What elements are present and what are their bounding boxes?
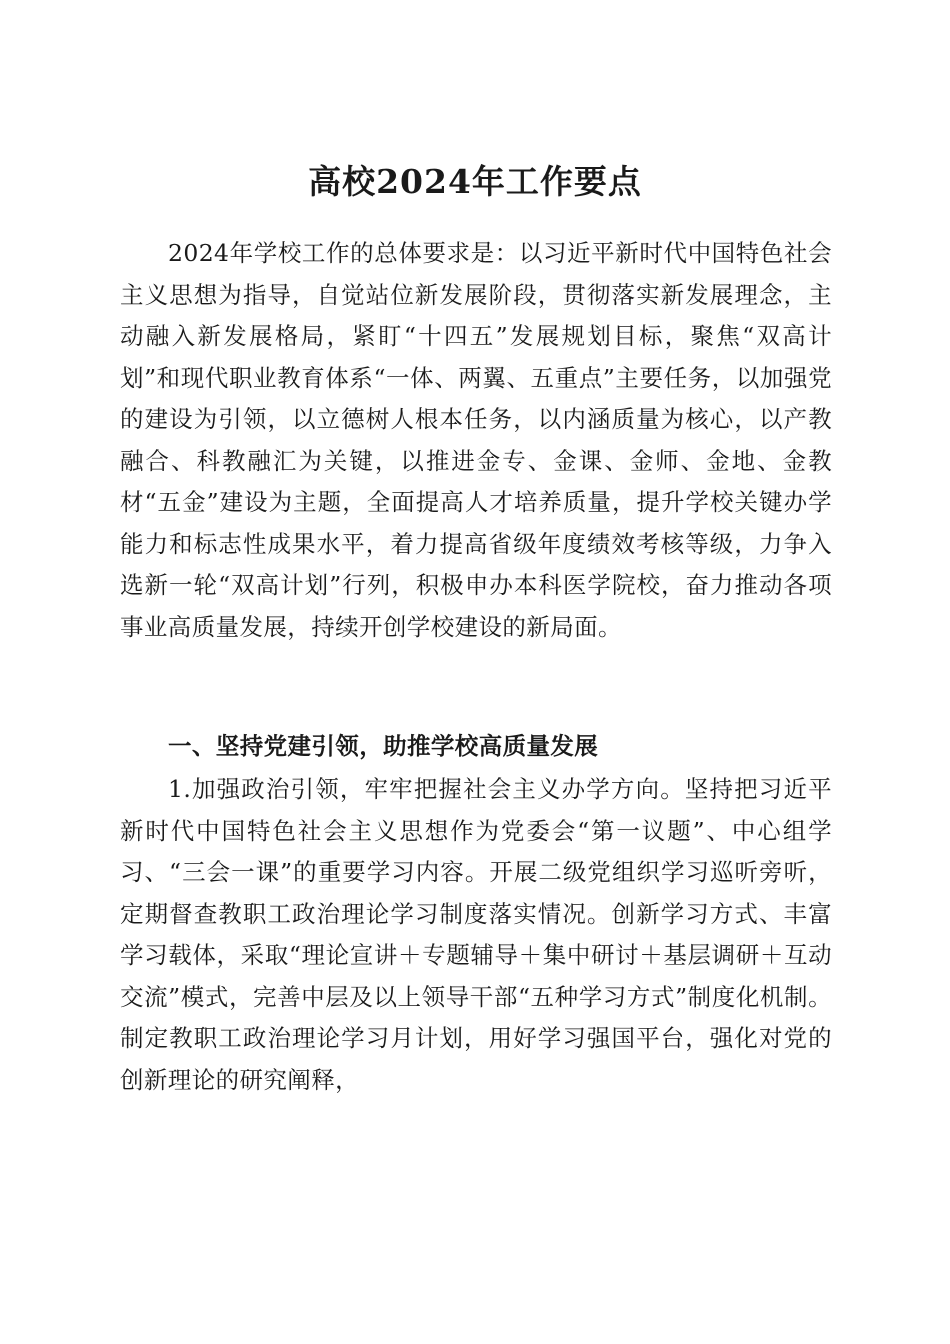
intro-paragraph: 2024年学校工作的总体要求是：以习近平新时代中国特色社会主义思想为指导，自觉站位新发展阶段，贯彻落实新发展理念，主动融入新发展格局，紧盯“十四五”发展规划目标，聚焦“双高计划”和现代职业教育体系“一体、两翼、五重点”主要任务，以加强党的建设为引领，以立德树人根本任务，以内涵质量为核心，以产教融合、科教融汇为关键，以推进金专、金课、金师、金地、金教材“五金”建设为主题，全面提高人才培养质量，提升学校关键办学能力和标志性成果水平，着力提高省级年度绩效考核等级，力争入选新一轮“双高计划”行列，积极申办本科医学院校，奋力推动各项事业高质量发展，持续开创学校建设的新局面。	[120, 239, 832, 641]
section-heading: 一、坚持党建引领，助推学校高质量发展	[168, 732, 599, 760]
document-title: 高校2024年工作要点	[308, 162, 642, 202]
section-paragraph: 1.加强政治引领，牢牢把握社会主义办学方向。坚持把习近平新时代中国特色社会主义思想作为党委会“第一议题”、中心组学习、“三会一课”的重要学习内容。开展二级党组织学习巡听旁听，定期督查教职工政治理论学习制度落实情况。创新学习方式、丰富学习载体，采取“理论宣讲＋专题辅导＋集中研讨＋基层调研＋互动交流”模式，完善中层及以上领导干部“五种学习方式”制度化机制。制定教职工政治理论学习月计划，用好学习强国平台，强化对党的创新理论的研究阐释，	[120, 775, 832, 1094]
